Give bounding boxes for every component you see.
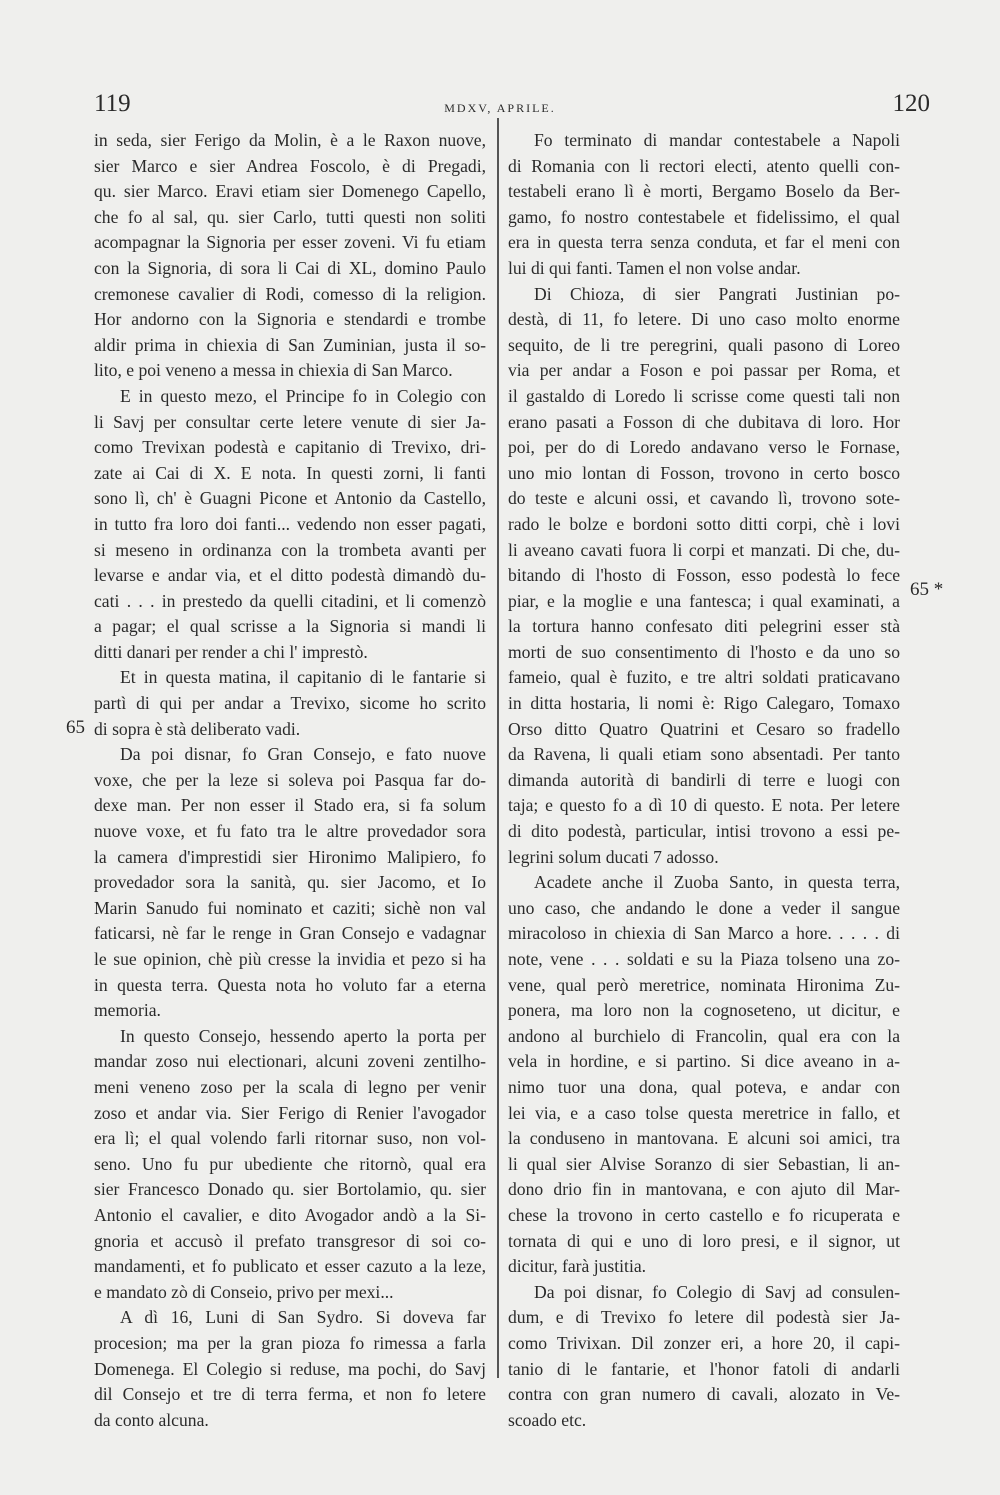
text-line: Marin Sanudo fui nominato et caziti; sichè non val (94, 897, 486, 918)
text-line: dono drio fin in mantovana, e con ajuto dil Mar- (508, 1179, 900, 1200)
text-line: erano pasati a Fosson di che dubitava di loro. Hor (508, 411, 900, 432)
text-line: fameio, qual è fuzito, e tre altri soldati praticavano (508, 667, 900, 688)
text-line: dexe man. Per non esser il Stado era, si fa solum (94, 795, 486, 816)
running-head: MDXV, APRILE. (444, 101, 556, 115)
text-line: provedador sora la sanità, qu. sier Jacomo, et Io (94, 872, 486, 893)
text-line: Et in questa matina, il capitanio di le fantarie si (120, 667, 486, 688)
text-line: era lì; el qual volendo farli ritornar suso, non vol- (94, 1128, 486, 1149)
text-line: dimanda autorità di bandirli di terre e luogi con (508, 769, 900, 790)
text-line: la camera d'imprestidi sier Hironimo Malipiero, fo (94, 846, 486, 867)
text-line: Da poi disnar, fo Colegio di Savj ad consulen- (534, 1281, 900, 1302)
text-line: la tortura hanno confesato diti pelegrini esser stà (508, 616, 900, 637)
text-line: destà, di 11, fo letere. Di uno caso molto enorme (508, 309, 900, 330)
text-line: il gastaldo di Loredo li scrisse come questi tali non (508, 385, 900, 406)
text-line: tanio di le fantarie, et l'honor fatoli di andarli (508, 1358, 900, 1379)
text-line: como Trivixan. Dil zonzer eri, a hore 20, il capi- (508, 1332, 900, 1353)
text-line: Domenega. El Colegio si reduse, ma pochi, do Savj (94, 1358, 486, 1379)
right-text-column (508, 128, 900, 1433)
text-line: a pagar; el qual scrisse a la Signoria si mandi li (94, 616, 486, 637)
text-line: in seda, sier Ferigo da Molin, è a le Raxon nuove, (94, 130, 486, 150)
text-line: mandamenti, et fo publicato et esser cazuto a la leze, (94, 1256, 486, 1277)
text-line: cremonese cavalier di Rodi, comesso di la religion. (94, 283, 486, 304)
text-line: li aveano cavati fuora li corpi et manzati. Di che, du- (508, 539, 900, 560)
text-line: tornata di qui e uno di loro presi, e il signor, ut (508, 1230, 900, 1251)
text-line: Da poi disnar, fo Gran Consejo, e fato nuove (120, 744, 486, 765)
text-line: partì di qui per andar a Trevixo, sicome ho scrito (94, 693, 486, 714)
text-line: testabeli erano lì è morti, Bergamo Boselo da Ber- (508, 181, 900, 202)
text-line: voxe, che per la leze si soleva poi Pasqua far do- (94, 769, 486, 790)
text-line: che fo al sal, qu. sier Carlo, tutti questi non soliti (94, 206, 486, 227)
text-line: morti de suo consentimento di l'hosto e da uno so (508, 641, 900, 662)
margin-note-left: 65 (66, 717, 85, 738)
text-line: Acadete anche il Zuoba Santo, in questa terra, (534, 872, 900, 893)
text-line: Di Chioza, di sier Pangrati Justinian po- (534, 283, 900, 304)
text-line: li qual sier Alvise Soranzo di sier Sebastian, li an- (508, 1153, 900, 1174)
left-text-column (94, 128, 486, 1433)
text-line: levarse e andar via, et el ditto podestà dimandò du- (94, 565, 486, 586)
text-line: nuove voxe, et fu fato tra le altre provedador sora (94, 821, 486, 842)
text-line: meni veneno zoso per la scala di legno per venir (94, 1076, 486, 1097)
text-line: legrini solum ducati 7 adosso. (508, 846, 719, 867)
text-line: con la Signoria, di sora li Cai di XL, domino Paulo (94, 257, 486, 278)
page-number-left: 119 (94, 90, 131, 117)
text-line: cati . . . in prestedo da quelli citadini, et li comenzò (94, 590, 486, 611)
text-line: in tutto fra loro doi fanti... vedendo non esser pagati, (94, 513, 486, 534)
text-line: contra con gran numero di cavali, alozato in Ve- (508, 1384, 900, 1405)
text-line: faticarsi, nè far le renge in Gran Consejo e vadagnar (94, 923, 486, 944)
text-line: sequito, de li tre peregrini, quali pasono di Loreo (508, 334, 900, 355)
page-number-right: 120 (892, 90, 930, 117)
text-line: andono al burchielo di Francolin, qual era con la (508, 1025, 900, 1046)
text-line: in questa terra. Questa nota ho voluto far a eterna (94, 974, 486, 995)
text-line: lei via, e a caso tolse questa meretrice in fallo, et (508, 1102, 900, 1123)
text-line: era in questa terra senza conduta, et far el meni con (508, 232, 900, 253)
text-line: gamo, fo nostro contestabele et fidelissimo, el qual (508, 206, 900, 227)
text-line: li Savj per consultar certe letere venute di sier Ja- (94, 411, 486, 432)
text-line: e mandato zò di Conseio, privo per mexi... (94, 1281, 394, 1302)
text-line: da conto alcuna. (94, 1409, 209, 1430)
text-line: da Ravena, li quali etiam sono absentadi. Per tanto (508, 744, 900, 765)
text-line: E in questo mezo, el Principe fo in Colegio con (120, 385, 486, 406)
text-line: Fo terminato di mandar contestabele a Napoli (534, 130, 900, 150)
text-line: zoso et andar via. Sier Ferigo di Renier l'avogador (94, 1102, 486, 1123)
text-line: miracoloso in chiexia di San Marco a hore. . . . . di (508, 923, 900, 944)
text-line: sier Francesco Donado qu. sier Bortolamio, qu. sier (94, 1179, 486, 1200)
text-line: sier Marco e sier Andrea Foscolo, è di Pregadi, (94, 155, 486, 176)
text-line: dicitur, farà justitia. (508, 1256, 647, 1277)
text-line: Antonio el cavalier, e dito Avogador andò a la Si- (94, 1204, 486, 1225)
text-line: poi, per do di Loredo andavano verso le Fornase, (508, 437, 900, 458)
text-line: via per andar a Foson e poi passar per Roma, et (508, 360, 900, 381)
text-line: di sopra è stà deliberato vadi. (94, 718, 301, 739)
text-line: rado le bolze e bordoni sotto ditti corpi, chè i lovi (508, 513, 900, 534)
text-line: seno. Uno fu pur ubediente che ritornò, qual era (94, 1153, 486, 1174)
text-line: si meseno in ordinanza con la trombeta avanti per (94, 539, 486, 560)
text-line: gnoria et accusò il prefato transgresor di soi co- (94, 1230, 486, 1251)
text-line: di dito podestà, particular, intisi trovono a essi pe- (508, 821, 900, 842)
text-line: A dì 16, Luni di San Sydro. Si doveva far (120, 1307, 486, 1328)
text-line: uno mio lontan di Fosson, trovono in certo bosco (508, 462, 900, 483)
text-line: di Romania con li rectori electi, atento quelli con- (508, 155, 900, 176)
text-line: ditti danari per render a chi l' imprestò. (94, 641, 368, 662)
text-line: piar, e la moglie e una fantesca; i qual examinati, a (508, 590, 900, 611)
text-line: dil Consejo et tre di terra ferma, et non fo letere (94, 1384, 486, 1405)
text-line: uno caso, che andando le done a veder il sangue (508, 897, 900, 918)
text-line: lui di qui fanti. Tamen el non volse andar. (508, 257, 801, 278)
text-line: do teste e alcuni ossi, et cavando lì, trovono sote- (508, 488, 900, 509)
text-line: ponera, ma loro non la cognoseteno, ut dicitur, e (508, 1000, 900, 1021)
text-line: zate ai Cai di X. E nota. In questi zorni, li fanti (94, 462, 486, 483)
text-line: scoado etc. (508, 1409, 587, 1430)
text-line: mandar zoso nui electionari, alcuni zoveni zentilho- (94, 1051, 486, 1072)
text-line: chese la trovono in certo castello e fo ricuperata e (508, 1204, 900, 1225)
text-line: memoria. (94, 1000, 161, 1021)
text-line: lito, e poi veneno a messa in chiexia di San Marco. (94, 360, 453, 381)
text-line: como Trevixan podestà e capitanio di Trevixo, dri- (94, 437, 486, 458)
text-line: sono lì, ch' è Guagni Picone et Antonio da Castello, (94, 488, 486, 509)
text-line: bitando di l'hosto di Fosson, esso podestà lo fece (508, 565, 900, 586)
text-line: procesion; ma per la gran pioza fo rimessa a farla (94, 1332, 486, 1353)
text-line: Orso ditto Quatro Quatrini et Cesaro so fradello (508, 718, 900, 739)
text-line: vene, qual però meretrice, nominata Hironima Zu- (508, 974, 900, 995)
text-line: nimo tuor una dona, qual poteva, e andar con (508, 1076, 900, 1097)
text-line: In questo Consejo, hessendo aperto la porta per (120, 1025, 486, 1046)
margin-note-right: 65 * (910, 579, 944, 600)
column-divider (497, 118, 499, 1378)
text-line: vela in hordine, e si partino. Si dice aveano in a- (508, 1051, 900, 1072)
text-line: Hor andorno con la Signoria e stendardi e trombe (94, 309, 486, 330)
text-line: le sue opinion, chè più cresse la invidia et pezo si ha (94, 949, 486, 969)
text-line: taja; e questo fo a dì 10 di questo. E nota. Per letere (508, 795, 900, 816)
text-line: in ditta hostaria, li nomi è: Rigo Calegaro, Tomaxo (508, 693, 900, 714)
text-line: qu. sier Marco. Eravi etiam sier Domenego Capello, (94, 181, 486, 202)
text-line: la conduseno in mantovana. E alcuni soi amici, tra (508, 1128, 900, 1149)
text-line: note, vene . . . soldati e su la Piaza tolseno una zo- (508, 949, 900, 969)
text-line: aldir prima in chiexia di San Zuminian, justa il so- (94, 334, 486, 355)
text-line: acompagnar la Signoria per esser zoveni. Vi fu etiam (94, 232, 486, 253)
text-line: dum, e di Trevixo fo letere dil podestà sier Ja- (508, 1307, 900, 1328)
